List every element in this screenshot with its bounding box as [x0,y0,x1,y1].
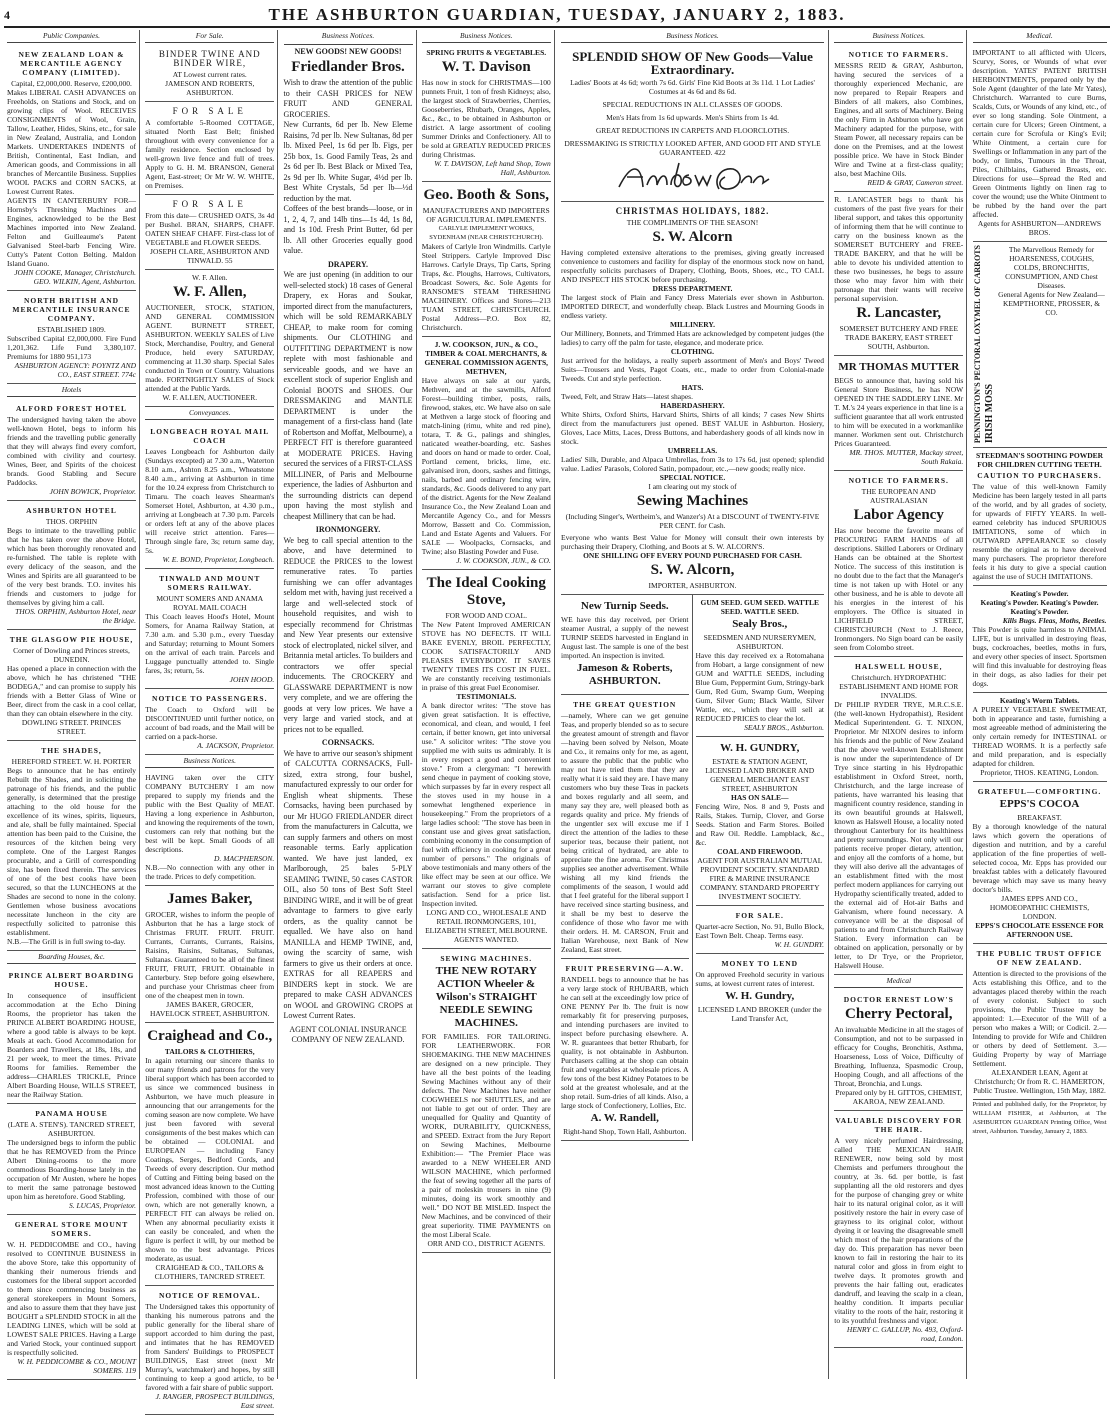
ad-subtitle: SOMERSET BUTCHERY AND FREE TRADE BAKERY, EAST STREET SOUTH, Ashburton. [839,324,959,351]
ad-section-clothing: CLOTHING. [670,347,715,356]
ad-signature: W. E. BOND, Proprietor, Longbeach. [162,555,275,564]
ad-prince-albert [7,966,136,1104]
ad-title: Craighead and Co., [147,1028,273,1044]
ad-section-cornsacks: CORNSACKS. [321,738,375,747]
ad-money-to-lend [696,954,825,1027]
ad-for-sale-oats [145,195,274,270]
ad-body: R. LANCASTER begs to thank his customers of the past five years for their liberal support, and takes this opportunity of informing them that he will continue to carry on the business known as the SOMERSET BUTCHERY and FREE-TRADE BAKERY, and that he will be able to devote his undivided attention to these two businesses, he begs to assure those who may favor him with their patronage that their wants will receive personal supervision. [834,195,964,303]
ad-title: STEEDMAN'S SOOTHING POWDER FOR CHILDREN CUTTING TEETH. [975,451,1104,470]
ad-craighead [145,1023,274,1286]
ad-hats: Tweed, Felt, and Straw Hats—latest shapes. [561,392,693,401]
ad-title: ALFORD FOREST HOTEL [16,404,127,413]
ad-signature: J. RANGER, PROSPECT BUILDINGS, East street. [155,1392,275,1410]
ad-also: EPPS'S CHOCOLATE ESSENCE FOR AFTERNOON USE. [975,921,1104,940]
masthead [4,4,1110,28]
ad-line: GREAT REDUCTIONS IN CARPETS AND FLOORCLOTHS. [595,126,790,135]
section-header: Boarding Houses, &c. [7,951,136,964]
ad-great-question [561,695,689,959]
ad-signature: General Agents for New Zealand— KEMPTHORNE, PROSSER, & CO. [998,290,1105,317]
ad-title: VALUABLE DISCOVERY FOR THE HAIR. [835,1116,963,1134]
ad-signature: Proprietor, THOS. KEATING, London. [980,768,1099,778]
ad-body: Begs to announce that he has entirely Rebuilt the Shades, and in soliciting the patronage of his friends, and the public generally, is determined that the prestige attaching to the old house for the excellence of its wines, spirits, liqueurs, and ale, shall be fully maintained. Special attention has been paid to the Cuisine, the resources of the kitchen being very complete. One of the Largest Ranges procurable, and a Grill of corresponding size, has been fixed therein. The services of one of the best cooks have been secured, so that the LUNCHEONS at the Shades are second to none in the colony. Gentlemen whose business avocations necessitate luncheon in the city are respectfully solicited to patronise this establishment. [7,766,136,937]
ad-signature: THOS. ORPHIN, Ashburton Hotel, near the Bridge. [15,607,136,625]
ad-title: FOR SALE. [735,911,784,920]
ad-binder-twine [145,45,274,102]
column-7 [831,30,967,1379]
ad-title: J. W. COOKSON, JUN., & CO., TIMBER & COAL MERCHANTS, & GENERAL COMMISSION AGENTS, METHVEN, [424,340,549,376]
ad-subtitle: FOR WOOD AND COAL. [445,611,528,620]
ad-signature: Jameson & Roberts, ASHBURTON. [576,662,673,687]
ad-body: The Marvellous Remedy for HOARSENESS, COUGHS, COLDS, BRONCHITIS, CONSUMPTION, AND Chest Diseases. [1005,245,1098,290]
ad-signature: ORR AND CO., DISTRICT AGENTS. [427,1239,546,1248]
ad-signature: JOHN BOWICK, Proprietor. [49,487,136,496]
ad-importer: IMPORTER, ASHBURTON. [648,581,737,590]
ad-body: WE have this day received, per Orient steamer Austral, a supply of the newest TURNIP SEEDS harvested in England in August last. The sample is one of the best imported. An inspection is invited. [561,615,689,660]
ad-body: Has opened a place in connection with the above, which he has christened "THE BODEGA," and can promise to supply his friends with a Better Glass of Wine or Beer, direct from the cask in a cool cellar, than they can obtain elsewhere in the city. [7,664,136,718]
ad-subtitle: LICENSED LAND BROKER (under the Land Transfer Act, [697,1005,822,1023]
section-header: Medical [834,975,963,988]
column-2 [142,30,278,1410]
ad-body: RANDELL begs to announce that he has a very large stock of RHUBARB, which he can sell at the exceedingly low price of ONE PENNY Per lb. The fruit is now remarkably fit for preserving purposes, and intending purchasers are invited to inspect before purchasing elsewhere. A. W. R. guarantees that better Rhubarb, for quality, is not obtainable in Ashburton. Purchasers calling at the shop can obtain fruit and vegetables at wholesale prices. A few tons of the best Kidney Potatoes to be sold at the greatest wholesale, and at the shop retail. Sum-dries of all kinds. Also, a large stock of Confectionery, Lollies, Etc. [561,975,689,1110]
ad-pennington [973,242,1107,448]
ad-cornsacks: We have to arrive our season's shipment of CALCUTTA CORNSACKS, Full-sized, extra strong, four bushel, manufactured expressly to our order for English wheat shipments. These Cornsacks, having been purchased by our Mr HUGO FRIEDLANDER direct from the manufacturers in Calcutta, we can supply farmers and others on most reasonable terms. Early application wanted. We have just landed, ex Marlborough, 25 bales 5-PLY SEAMING TWINE, 50 cases CASTOR OIL, also 50 tons of Best Soft Steel BINDING WIRE, and it will be of great advantage to farmers to give early orders, as the quality cannot be equalled. We have also on hand MANILLA and HEMP TWINE, and, owing the scarcity of same, wish farmers to give us their orders at once. EXTRAS for all REAPERS and BINDERS kept in stock. We are prepared to make CASH ADVANCES on WOOL and GROWING CROPS at Lowest Current Rates. [283,748,413,1020]
ad-title: FOR SALE [172,199,247,209]
column-5-6 [557,30,829,1379]
ad-caution: CAUTION TO PURCHASERS. [977,471,1102,481]
ad-title: CHRISTMAS HOLIDAYS, 1882. [615,206,770,216]
ad-millinery: Our Millinery, Bonnets, and Trimmed Hats are acknowledged by competent judges (the ladies) to carry off the palm for taste, elegance, and moderate price. [561,329,825,347]
ad-section-millinery: MILLINERY. [669,320,716,329]
ad-body: BEGS to announce that, having sold his General Store Business, he has NOW OPENED IN THE SADDLERY LINE. Mr T. M.'s 24 years experience in that line is a sufficient guarantee that all work entrusted to him will be executed in a workmanlike manner. Workmen sent out. Christchurch Prices Guaranteed. [834,376,964,448]
ad-agent: AGENT COLONIAL INSURANCE COMPANY OF NEW ZEALAND. [289,1024,407,1044]
ad-glasgow-pie-house [7,630,136,741]
sub-column-5 [561,595,693,1141]
ad-body: Subscribed Capital £2,000,000. Fire Fund 1,201,362. Life Fund 3,380,107. Premiums for 1880 951,173 [7,334,136,361]
section-header: Business Notices. [561,30,824,43]
ad-hair-discovery [834,1111,963,1348]
ad-keating-worm [973,693,1107,782]
ad-subtitle: Corner of Dowling and Princes streets, DUNEDIN. [13,646,130,664]
ad-title: NEW ZEALAND LOAN & MERCANTILE AGENCY COMPANY (LIMITED). [18,50,125,77]
ad-name: Sealy Bros., [732,618,788,630]
ad-notice-passengers [145,689,274,755]
ad-body: The New Patent Improved AMERICAN STOVE has NO DEFECTS. IT WILL BAKE EVENLY, BROIL PERFECTLY, COOK SATISFACTORILY AND PLEASES EVERYBODY. IT SAVES TWENTY TIMES ITS COST IN FUEL. We are constantly receiving testimonials in praise of this great Fuel Economiser. [421,620,551,692]
section-header: Business Notices. [284,30,413,45]
ad-agents: AGENTS IN CANTERBURY FOR— Hornsby's Threshing Machines and Engines, acknowledged to be the Best Machines imported into New Zealand. Felton and Guilleaume's Patent Galvanised Steel-barb Fencing Wire. Cutty's Patent Cotton Belting. Maldon Island Guano. [7,196,136,268]
ad-name: EPPS'S COCOA [999,798,1080,811]
ad-subtitle: THE COMPLIMENTS OF THE SEASON! [626,218,759,227]
ad-cookson [422,337,551,570]
ad-panama-house [7,1104,136,1215]
ad-coal: COAL AND FIREWOOD. [717,847,803,856]
ad-address: Right-hand Shop, Town Hall, Ashburton. [563,1127,687,1136]
ad-testimonials: A bank director writes: "The stove has given great satisfaction. It is effective, economical, and clean, and would, I feel certain, if better known, get into universal use." A solicitor writes: "The stove you supplied me with suits us admirably. It is in every respect a good and convenient stove." From a clergyman: "I herewith send cheque in payment of cooking stove, which surpasses by far in every respect all the stoves used in my house in a somewhat lengthened experience in housekeeping." From the proprietors of a large ladies school: "The stove has been in constant use and gives great satisfaction, combining economy in the consumption of fuel with efficiency in cooking for a great number of persons." The originals of above testimonials and many others of the like effect may be seen at our office. We warrant our stoves to give complete satisfaction. Send for a price list. Inspection invited. [421,701,551,908]
ad-title: THE SHADES, [41,746,102,755]
ad-signature: HENRY C. GALLUP, No. 493, Oxford-road, London. [846,1325,964,1343]
columns [4,30,1110,1410]
ad-list: Keating's Powder. Keating's Powder. Keating's Powder. [980,598,1099,617]
signature-andrew-orr [561,157,824,197]
ad-body: This Powder is quite harmless to ANIMAL LIFE, but is unrivalled in destroying fleas, bugs, cockroaches, beetles, moths in furs, and every other species of insect. Sportsmen will find this invaluable for destroying fleas in their dogs, as also ladies for their pet dogs. [972,625,1107,689]
ad-body: GROCER, wishes to inform the people of Ashburton that he has a large stock of Christmas FRUIT. FRUIT. FRUIT. Currants, Currants, Currants, Raisins, Raisins, Raisins, Sultanas, Sultanas, Sultanas. Guaranteed to be all of the finest FRUIT, FRUIT, FRUIT. Obtainable in Canterbury. Step before going elsewhere, and purchase your Christmas cheer from one of the cheapest men in town. [145,910,275,1000]
column-8 [970,30,1110,1379]
ad-subtitle: BREAKFAST. [1017,813,1062,823]
ad-ashburton-hotel [7,501,136,630]
ad-subtitle: W. F. Allen. [191,273,228,282]
ad-subtitle: Christchurch. HYDROPATHIC ESTABLISHMENT AND HOME FOR INVALIDS. [839,673,959,700]
ad-title: NORTH BRITISH AND MERCANTILE INSURANCE COMPANY. [12,296,131,323]
ad-body: FOR FAMILIES. FOR TAILORING. FOR LEATHERWORK. FOR SHOEMAKING. THE NEW MACHINES are designed on a new principle. They have all the best points of the leading Sewing Machines without any of their defects. The New Machines have neither COGWHEELS nor SHUTTLES, and are not liable to get out of order. They are unequalled for Quality and Quantity of WORK, DURABILITY, QUICKNESS, and SPEED. Extract from the Jury Report on Sewing Machines, Melbourne Exhibition:— "The Premier Place was awarded to a NEW WHEELER AND WILSON MACHINE, which performed the feat of sewing together all the parts of a pair of moleskin trousers in nine (9) minutes, doing its work smoothly and well." DO NOT BE MISLED. Inspect the New Machines, and be convinced of their great superiority. TIME PAYMENTS on the most Liberal Scale. [421,1032,551,1239]
masthead-title: THE ASHBURTON GUARDIAN, TUESDAY, JANUARY 2, 1883. [268,5,846,24]
ad-body: From this date— CRUSHED OATS, 3s 4d per Bushel. BRAN, SHARPS, CHAFF. OATEN SHEAF CHAFF. First-class lot of VEGETABLE and FLOWER SEEDS. [145,211,275,247]
ad-halswell-house [834,657,963,975]
ad-body: Has now become the favorite means of PROCURING FARM HANDS of all descriptions. Skilled Laborers or Ordinary Hands can be obtained at the Shortest Notice. The success of this institution is no doubt due to the fact that the Manager's time is not taken up with Hotel or any other business, and he is able to devote all his energies in the interest of his employers. The Office is situated in LICHFIELD STREET, CHRISTCHURCH (Next to J. Reece, Ironmongers. No Sign board can be easily seen from Colombo street. [834,526,964,652]
ad-title: FRUIT PRESERVING—A.W. [565,964,684,973]
page-number: 4 [4,8,10,22]
ad-title: NOTICE TO FARMERS. [848,50,949,59]
section-header: Business Notices. [422,30,551,43]
ad-general-store [7,1215,136,1380]
ad-title: PANAMA HOUSE [35,1109,108,1118]
ad-body: On approved Freehold security in various sums, at lowest current rates of interest. [695,970,824,988]
ad-line: Men's Hats from 1s 6d upwards. Men's Shirts from 1s 4d. [606,113,779,122]
ad-price-list: New Currants, 6d per lb. New Eleme Raisins, 7d per lb. New Sultanas, 8d per lb. Mixed Peel, 1s 6d per lb. Figs, per 25b box, 1s. Good Family Teas, 2s and 2s 6d per lb. Best Black or Mixed Tea, 2s 9d per lb. White Sugar, 4½d per lb. Best White Crystals, 5d per lb—½d reduction by the mat. [283,120,413,203]
ad-signature: D. MACPHERSON. [214,854,275,863]
ad-body: The undersigned begs to inform the public that he has REMOVED from the Prince Albert Dining-rooms to the more commodious Boarding-house lately in the occupation of Mr Austen, where he hopes to merit the same patronage bestowed upon him as heretofore. Good Stabling. [7,1138,136,1201]
ad-gundry [696,737,825,906]
signature-image [613,159,773,195]
ad-reid-gray [834,45,963,192]
ad-body: Have this day received ex a Rotomahana from Hobart, a large consignment of new GUM and WATTLE SEEDS, including Blue Gum, Peppermint Gum, Stringy-bark Gum, Red Gum, Swamp Gum, Weeping Gum, Silver Gum; Black Wattle, Silver Wattle, etc., which they will sell at REDUCED PRICES to clear the lot. [695,651,824,723]
ad-signature: A. JACKSON, Proprietor. [197,741,275,750]
ad-title: LONGBEACH ROYAL MAIL COACH [150,427,270,445]
ad-title: W. T. Davison [441,59,531,75]
section-header: Business Notices. [834,30,963,43]
ad-subtitle: THE NEW ROTARY ACTION Wheeler & Wilson's STRAIGHT NEEDLE SEWING MACHINES. [435,965,537,1029]
ad-name-2: S. W. Alcorn, [650,562,735,578]
ad-content [997,245,1107,443]
ad-lancaster [834,192,963,356]
ad-title: GUM SEED. GUM SEED. WATTLE SEED. WATTLE SEED. [700,598,819,616]
ad-steedman [973,448,1107,586]
ad-signature: S. LUCAS, Proprietor. [68,1201,136,1210]
ad-title: NOTICE OF REMOVAL. [158,1291,261,1300]
ad-subtitle: ESTATE & STATION AGENT, LICENSED LAND BROKER AND GENERAL MERCHANT EAST STREET, ASHBURTON [705,757,815,793]
ad-title: NOTICE TO FARMERS. [848,476,949,485]
ad-body: An invaluable Medicine in all the stages of Consumption, and not to be surpassed in efficacy for Coughs, Bronchitis, Asthma, Hoarseness, Loss of Voice, Difficulty of Breathing, Influenza, Spasmodic Croup, Hooping Cough, and all affections of the Throat, Bronchia, and Lungs. [834,1025,964,1088]
ad-sewing-machines [422,949,551,1253]
section-header: Conveyances. [145,407,274,420]
ad-body: The value of this well-known Family Medicine has been largely tested in all parts of the world, and by all grades of society, for upwards of FIFTY YEARS. In well-earned celebrity has induced SPURIOUS IMITATIONS, some of which in OUTWARD APPEARANCE so closely resemble the original as to have deceived many purchasers. The proprietor therefore feels it his duty to give a special caution against the use of SUCH IMITATIONS. [972,482,1107,582]
ad-title: Geo. Booth & Sons, [423,187,549,203]
ad-signature: ALEXANDER LEAN, Agent at Christchurch; Or from R. C. HAMERTON, Public Trustee. Wellington, 15th May, 1882. [973,1068,1106,1096]
ad-title: BINDER TWINE AND BINDER WIRE, [158,49,261,68]
ad-subtitle: THE EUROPEAN AND AUSTRALASIAN [861,487,936,505]
ad-section-special: SPECIAL NOTICE. [659,473,726,482]
ad-signature: JOHN HOOD. [229,675,275,684]
newspaper-page [4,4,1110,1410]
ad-body: In consequence of insufficient accommodation at the Echo Dining Rooms, the proprietor has taken the PRINCE ALBERT BOARDING HOUSE, where a good table is always to be kept. Meals at each. Good Accommodation for Boarders and Travellers, at 18s, 18s, and 21 per week, to meet the times. Private Rooms for families. Remember the address—CHARLES TRICKLE, Prince Albert Boarding House, WILLS STREET, near the Railway Station. [7,991,136,1099]
ad-signature: JOSEPH CLARE, ASHBURTON AND TINWALD. 55 [150,247,270,265]
ad-title: MONEY TO LEND [721,959,799,968]
ad-ironmongery: We beg to call special attention to the above, and have determined to REDUCE the PRICES to the lowest remunerative rates. To parties furnishing we can offer advantages seldom met with, having just received a large and well-selected stock of household requisites, and wish to especially recommend for Christmas and New Year presents our extensive stock of electroplated, nickel silver, and Britannia metal articles. To builders and contractors we offer special inducements. The CROCKERY and GLASSWARE DEPARTMENT is now very complete, and we are offering the goods at very low prices. We have a very large and varied stock, and at prices not to be equalled. [283,535,413,734]
ad-ideal-stove [422,570,551,949]
ad-thomas-mutter [834,356,963,471]
ad-body: Have always on sale at our yards, Methven, and at the sawmills, Alford Forest—building timber, posts, rails, firewood, stakes, etc. We have also on sale at Methven a large stock of flooring and match-lining (rimu, white and red pine), totara, T. & G., palings and shingles, naticated weather-boarding, etc. Sashes and doors on hand or made to order. Coal, Portland cement, bricks, lime, etc. galvanised iron, doors, sashes and fittings, nails, barbed and ordinary fencing wire, standards, &c. Goods delivered to any part of the district. Agents for the New Zealand Insurance Co., the New Zealand Loan and Mercantile Agency Co., and for Messrs Morrow, Bassett and Co. Commission, Land and Estate Agents and Valuers. For SALE — Woolpacks, Cornsacks, and Twine; also Blasting Powder and Fuse. [421,376,551,556]
ad-title: SPLENDID SHOW OF New Goods—Value Extraordinary. [572,49,813,77]
ad-signature: REID & GRAY, Cameron street. [867,178,964,187]
ad-body: Having completed extensive alterations to the premises, giving greatly increased convenience to customers and facility for display of the enormous stock now on hand, respectfully solicits purchasers of Drapery, Clothing, Boots, Shoes, etc., TO CALL AND INSPECT HIS STOCK before purchasing. [561,248,824,284]
ad-intro: Wish to draw the attention of the public to their CASH PRICES for NEW FRUIT AND GENERAL GROCERIES. [283,78,413,119]
ad-established: ESTABLISHED 1809. [37,325,106,334]
ad-title: FOR SALE [172,106,247,116]
ad-signature: W. H. PEDDICOMBE & CO., MOUNT SOMERS. 119 [17,1357,136,1375]
ad-title: Friedlander Bros. [291,59,405,75]
ad-signature: LONG AND CO., WHOLESALE AND RETAIL IRONMONGERS, 101, ELIZABETH STREET, MELBOURNE. AGENTS WANTED. [425,908,548,944]
ad-rotated-title: PENNINGTON'S PECTORAL OXYMEL OF CARROTS [972,245,982,444]
ad-on-sale: HAS ON SALE— [730,793,789,802]
ad-body: —namely, Where can we get genuine Teas, and properly blended so as to secure the greatest amount of strength and flavor—having been solved by Nelson, Moate and Co., it remains only for me, as agent, to assure the public that the public who may not have tried them that they are really what it is said they are. I have many customers who buy these Teas in packets and boxes regularly and all seem, and many say they are, well pleased both as regards quality and price. My friends of the ungentler sex will excuse me if I direct the attention of the ladies to these superior teas, because their patient, not being critical of hydrated, are able to appreciate the fine aroma. For Christmas supplies see another advertisement. While wishing all my kind friends the compliments of the season, I would add that I feel grateful for the liberal support I have received since starting business, and it shall be my best to deserve the confidence of those who favor me with their orders. H. M. CARSON, Fruit and Italian Warehouse, next Bank of New Zealand, East street. [561,711,689,954]
ad-body: A comfortable 5-Roomed COTTAGE, situated North East Belt; finished throughout with every convenience for a family residence. Section enclosed by well-grown live fence and full of trees. Apply to G. H. M. BRANSON, General Agent, East-street; Or Mr W. W. WHITE, on Premises. [145,118,275,190]
ad-james-baker [145,886,274,1023]
ad-body: The undersigned having taken the above well-known Hotel, begs to inform his friends and the travelling public generally that they will always find every comfort, combined with civility and courtesy. Wines, Beer, and Spirits of the choicest brands. Good Stabling and Secure Paddocks. [7,415,136,487]
ad-yates-ointments [973,45,1107,242]
ad-body: Quarter-acre Section, No. 91, Bullo Block, East Town Belt. Cheap. Terms easy. [695,922,824,940]
ad-signature: JAMESON AND ROBERTS, ASHBURTON. [165,79,255,97]
section-header: Public Companies. [7,30,136,43]
column-1 [4,30,140,1379]
ad-section-testimonials: TESTIMONIALS. [456,692,517,701]
ad-subtitle: MOUNT SOMERS AND ANAMA ROYAL MAIL COACH [156,594,264,612]
ad-signature: CRAIGHEAD & CO., TAILORS & CLOTHIERS, TANCRED STREET. [154,1263,265,1281]
ad-name: Labor Agency [853,507,944,523]
ad-body: The Undersigned takes this opportunity of thanking his numerous patrons and the public generally for the liberal share of support accorded to him during the past, and intimates that he has REMOVED from Sanders' Buildings to PROSPECT BUILDINGS, East street (next Mr Murray's, watchmaker) and hopes, by still continuing to keep a good article, to be favored with a fair share of public support. [145,1302,275,1392]
ad-subtitle: SEEDSMEN AND NURSERYMEN, ASHBURTON. [703,633,816,651]
ad-city-butchery [145,770,274,886]
ad-body: Has now in stock for CHRISTMAS—100 punnets Fruit, 1 ton of fresh Kidneys; also, the largest stock of Strawberries, Cherries, Gooseberries, Rhubarb, Oranges, Apples, &c., &c., to be obtained in Ashburton or district. A large assortment of cooling Summer Drinks and Confectionery. All to be sold at GREATLY REDUCED PRICES during Christmas. [421,78,551,159]
ad-body: In again returning our sincere thanks to our many friends and patrons for the very liberal support which has been accorded to us since we commenced business in Ashburton, we have much pleasure in announcing that our arrangements for the coming season are now complete. We have just been favored with several consignments of the best makes which can be obtained — COLONIAL and EUROPEAN — including Fancy Coatings, Serges, Bedford Cords, and Tweeds of every description. Our method of Cutting and Fitting being based on the most advanced ideas known to the Cutting Profession, combined with those of our own, which are not generally known, a PERFECT FIT can always be relied on. When any abnormal peculiarity exists it can easily be concealed, and when the figure is perfect it will, by our method be shown to the best advantage. Prices moderate, as usual. [145,1056,275,1263]
ad-name: Cherry Pectoral, [845,1006,953,1022]
ad-top-line: SPRING FRUITS & VEGETABLES. [426,48,547,57]
ad-title: Keating's Powder. [1010,589,1069,599]
ad-body: The Coach to Oxford will be DISCONTINUED until further notice, on account of bad roads, and the Mail will be carried on a pack-horse. [145,705,275,741]
ad-signature: SEALY BROS., Ashburton. [744,723,824,732]
ad-body: Attention is directed to the provisions of the Acts establishing this Office, and to the advantages placed thereby within the reach of every colonist. Subject to such provisions, the Public Trustee may be appointed: 1.—Executor of the Will of a person who makes a Will; or Codicil. 2.—Intending to provide for Wife and Children or others by deed of Settlement. 3.—Guiding Property by way of Marriage Settlement. [972,969,1107,1069]
ad-andrew-orr [561,45,824,202]
ad-note: N.B.—The Grill is in full swing to-day. [7,937,126,946]
ad-title: James Baker, [167,891,253,907]
ad-tinwald-railway [145,569,274,689]
ad-notice-removal [145,1286,274,1415]
ad-title: Keating's Worm Tablets. [999,696,1080,706]
ad-agent: Agents for ASHBURTON—ANDREWS BROS. [977,219,1102,237]
ad-section-haberdashery: HABERDASHERY. [660,401,725,410]
ad-section-dress: DRESS DEPARTMENT. [652,284,733,293]
ad-section-ironmongery: IRONMONGERY. [315,525,381,534]
ad-body: Leaves Longbeach for Ashburton daily (Sundays excepted) at 7.30 a.m., Waterton 8.10 a.m., Ashton 8.25 a.m., Wheatstone 8.40 a.m., arriving at Ashburton in time for the 10.24 express from Christchurch to Timaru. The coach leaves Shearman's Somerset Hotel, Ashburton, at 4.30 p.m., arriving at Longbeach at 7.30 p.m. Parcels or orders left at any of the above places will receive strict attention. Fares—Through single fare, 3s; return same day, 5s. [145,447,275,555]
ad-gundry-for-sale [696,906,825,954]
ad-title: MR THOMAS MUTTER [838,361,960,373]
ad-subtitle: MANUFACTURERS AND IMPORTERS OF AGRICULTURAL IMPLEMENTS. [422,206,550,224]
ad-subtitle: TAILORS & CLOTHIERS, [164,1047,255,1056]
ad-name: W. H. Gundry, [725,990,795,1002]
column-3 [281,30,417,1379]
ad-sewing: Sewing Machines [636,493,749,509]
ad-haberdashery: White Shirts, Oxford Shirts, Harvard Shirts, Shirts of all kinds; 7 cases New Shirts direct from the manufacturers just opened. BEST VALUE in Ashburton. Hosiery, Gloves, Lace Mitts, Laces, Dress Buttons, and haberdashery goods of all kinds now in stock. [561,410,824,446]
ad-wf-allen [145,270,274,407]
ad-title: W. F. Allen, [173,284,247,300]
ad-body: AUCTIONEER, STOCK, STATION, AND GENERAL COMMISSION AGENT. BURNETT STREET, ASHBURTON. WEEKLY SALES of Live Stock, Merchandise, Poultry, and General Produce, held every SATURDAY, commencing at 11.30 sharp. Special Sales conducted in Town or Country. Valuations made. FORTNIGHTLY SALES of Stock attended at the Public Yards. [145,303,275,393]
ad-sewing-sub: (Including Singer's, Wertheim's, and Wanzer's) At a DISCOUNT of TWENTY-FIVE PER CENT. for Cash. [565,512,820,530]
ad-body: W. H. PEDDICOMBE and CO., having resolved to CONTINUE BUSINESS in the above Store, take this opportunity of thanking their numerous friends and customers for the liberal support accorded to them since commencing business as general storekeepers in Mount Somers, and also to assure them that they have just BOUGHT a SPLENDID STOCK in all the LEADING LINES, which will be sold at LOWEST SALE PRICES. Having a Large and Varied Stock, your continued support is respectfully solicited. [7,1240,136,1357]
ad-signature: W. F. ALLEN, AUCTIONEER. [162,393,258,402]
ad-body: A very nicely perfumed Hairdressing, called THE MEXICAN HAIR RENEWER, now being sold by most Chemists and perfumers throughout the country, at 3s. 6d. per bottle, is fast supplanting all the old restorers and dyes for the purpose of changing grey or white hair to its natural original color, as it will positively restore the hair in every case of grayness to its original color, without dyeing it or leaving the disagreeable smell which most of the hair preparations of the day do. This preparation has never been known to fail in restoring the hair to its natural color and gloss in from eight to twelve days. It promotes growth and prevents the hair falling out, eradicates dandruff, and leaving the scalp in a clean, healthy condition. It imparts peculiar vitality to the roots of the hair, restoring it to its youthful freshness and vigor. [834,1136,964,1325]
ad-body: IMPORTANT to all afflicted with Ulcers, Scurvy, Sores, or Wounds of what ever description. YATES' PATENT BRITISH HERBOINTMENTS, prepared only by the Sole Agent (daughter of the late Mr Yates), Christchurch. Warranted to cure Burns, Scalds, Cuts, or Wounds of any kind, etc., of ever so long standing. Sole Ointment, a certain cure for Ulcers; Green Ointment, a certain cure for Scrofula or King's Evil; White Ointment, a certain cure for Swellings or Inflammation in any part of the body, or limbs, Tumours in the Throat, Piles, Chilblains, Gathered Breasts, etc. Directions for use—Spread the Red and Green Ointments lightly on linen rag to cover the wound; use the White Ointment to be rubbed by the hand over the part affected. [972,48,1107,219]
ad-body: A PURELY VEGETABLE SWEETMEAT, both in appearance and taste, furnishing a most agreeable method of administering the only certain remedy for INTESTINAL or THREAD WORMS. It is a perfectly safe and mild preparation, and is especially adapted for children. [972,705,1107,769]
ad-clothing: Just arrived for the holidays, a really superb assortment of Men's and Boys' Tweed Suits—Trousers and Vests, Pagot Coats, etc., made to order from Colonial-made Tweeds. Cut and style perfection. [561,356,824,383]
ad-signature: ASHBURTON AGENCY: POYNTZ AND CO., EAST STREET. 774c [14,361,136,379]
ad-body: Makes LIBERAL CASH ADVANCES on Freeholds, on Stations and Stock, and on growing clips of Wool. RECEIVES CONSIGNMENTS of Wool, Grain, Tallow, Leather, Hides, Skins, etc., for sale in New Zealand, Australia, and London Markets. UNDERTAKES INDENTS of British, Continental, East Indian, and American goods, and Commissions in all branches of Mercantile Business. Supplies WOOL PACKS and CORN SACKS, at Lowest Current Rates. [7,88,136,196]
ad-subtitle: (LATE A. STEN'S). TANCRED STREET, ASHBURTON. [7,1120,136,1138]
ad-title: ASHBURTON HOTEL [26,506,117,515]
ad-subtitle: HEREFORD STREET. W. H. PORTER [11,757,132,766]
ad-note: N.B.—No connection with any other in the trade. Prices to defy competition. [145,863,275,881]
sub-column-6 [693,595,825,1141]
ad-epps-cocoa [973,782,1107,944]
sub-columns [561,595,824,1141]
ad-body: Dr PHILIP RYDER TRYE, M.R.C.S.E. (the well-known Hydropathist), Resident Medical Superintendent. G. T. NIXON, Proprietor. Mr NIXON desires to inform his friends and the public of New Zealand that the above well-known Establishment is now under the superintendence of Dr Trye since starting in his Hydropathic establishment in Oxford Street, north, Christchurch, and the large increase of patients, have warranted his leasing that magnificent country residence, standing in its own beautiful grounds at Halswell, known as Halswell House, a locality noted throughout Canterbury for its healthiness and pretty surroundings. Not only will our patients receive proper dietary, attention, and enjoy all the comforts of a home, but they will also derive all the advantages of an establishment fitted with the most perfect modern appliances for carrying out Hydropathy scientifically treated, added to the external aid of Hot-air Baths and Galvanism, where found necessary. A conveyance will be at the disposal of patients to and from Christchurch Railway Station. Every information can be obtained on application, personally or by letter, to Dr Trye, or the Proprietor, Halswell House. [834,700,964,970]
ad-for-sale-cottage [145,102,274,195]
ad-dress: The largest stock of Plain and Fancy Dress Materials ever shown in Ashburton. IMPORTED DIRECT, and wonderfully cheap. Black Lustres and Mourning Goods in endless variety. [561,293,824,320]
ad-kills: Kills Bugs. Fleas, Moths, Beetles. [1002,616,1107,626]
ad-signature: J. W. COOKSON, JUN., & CO. [456,556,551,565]
column-4 [419,30,555,1379]
ad-agent: AGENT FOR AUSTRALIAN MUTUAL PROVIDENT SOCIETY. STANDARD FIRE & MARINE INSURANCE COMPANY. STANDARD PROPERTY INVESTMENT SOCIETY. [697,856,823,901]
ad-longbeach-coach [145,422,274,569]
ad-public-trust [973,944,1107,1100]
section-header: For Sale. [145,30,274,43]
ad-signature: JAMES BAKER, GROCER, HAVELOCK STREET, ASHBURTON. [149,1000,270,1018]
ad-signature: MR. THOS. MUTTER, Mackay street, South Rakaia. [849,448,964,466]
ad-section-drapery: DRAPERY. [327,259,369,269]
ad-drapery: We are just opening (in addition to our well-selected stock) 18 cases of General Drapery, ex Horas and Soukar, imported direct from the manufacturers, which will be sold REMARKABLY CHEAP, to make room for coming shipments. Our CLOTHING and OUTFITTING DEPARTMENT is now replete with most fashionable and serviceable goods, and we have an excellent stock of superior English and Colonial BOOTS and SHOES. Our DRESSMAKING and MANTLE DEPARTMENT is under the management of a first-class hand (late of Robertson and Moffat, Melbourne), a PERFECT FIT is therefore guaranteed at MODERATE PRICES. Having secured the services of a FIRST-CLASS MILLINER, of Paris and Melbourne experience, the ladies of Ashburton and the surrounding districts can depend upon having the most stylish and cheapest Millinery that can be had. [283,270,413,521]
ad-shilling: ONE SHILLING OFF EVERY POUND PURCHASED FOR CASH. [583,551,802,560]
ad-line: DRESSMAKING IS STRICTLY LOOKED AFTER, AND GOOD FIT AND STYLE GUARANTEED. 422 [564,139,821,157]
ad-signature: Prepared only by H. GITTOS, CHEMIST, AKAROA, NEW ZEALAND. [835,1088,963,1106]
ad-title: TINWALD AND MOUNT SOMERS RAILWAY. [159,574,261,592]
ad-works: CARLYLE IMPLEMENT WORKS, SYDENHAM (NEAR CHRISTCHURCH). [429,225,544,241]
ad-alford-forest [7,399,136,501]
ad-top-line: NEW GOODS! NEW GOODS! [294,46,402,56]
ad-title: GRATEFUL—COMFORTING. [977,787,1102,797]
ad-line: SPECIAL REDUCTIONS IN ALL CLASSES OF GOODS. [602,100,783,109]
ad-body: HAVING taken over the CITY COMPANY BUTCHERY I am now prepared to supply my friends and the public with the Best Quality of MEAT. Having a long experience in Ashburton, and knowing the requirements of the town, customers can rely that nothing but the best will be kept. Small Goods of all descriptions. [145,773,275,854]
ad-body: AT Lowest current rates. [172,70,247,79]
ad-rotated-title-2: IRISH MOSS [983,383,995,444]
ad-davison [422,45,551,182]
ad-title: THE PUBLIC TRUST OFFICE OF NEW ZEALAND. [976,949,1103,968]
ad-signature: JOHN COOKE, Manager, Christchurch. GEO. WILKIN, Agent, Ashburton. [14,268,136,286]
ad-signature: JAMES EPPS AND CO., HOMOEOPATHIC CHEMISTS, LONDON. [989,894,1090,922]
ad-body: Makers of Carlyle Iron Windmills. Carlyle Steel Strippers. Carlyle Improved Disc Harrows. Carlyle Drays, Tip Carts, Spring Traps, &c. Ploughs, Harrows, Cultivators, Broadcast Sowers, &c. Sole Agents for RANSOME'S STEAM THRESHING MACHINERY. Offices and Stores—213 TUAM STREET, CHRISTCHURCH. Postal Address—P.O. Box 82, Christchurch. [421,242,551,332]
ad-line: Ladies' Boots at 4s 6d; worth 7s 6d. Girls' Fine Kid Boots at 3s 11d. 1 Lot Ladies' Costumes at 4s 6d and 8s 6d. [570,78,815,96]
ad-name: R. Lancaster, [856,305,942,321]
ad-gum-seed [696,595,825,737]
ad-section-umbrellas: UMBRELLAS. [667,446,718,455]
ad-title: PRINCE ALBERT BOARDING HOUSE. [8,971,135,989]
ad-fruit-preserving [561,959,689,1141]
ad-signature: A. W. Randell, [590,1112,659,1124]
section-header: Business Notices. [145,755,274,768]
ad-body: Begs to intimate to the travelling public that he has taken over the above Hotel, which has been thoroughly renovated and re-furnished. The table is replete with every delicacy of the season, and the Wines and Spirits are all guaranteed to be of the very best brands. T.O. invites his friends and customers to judge for themselves by giving him a call. [7,526,136,607]
ad-title: THE GLASGOW PIE HOUSE, [9,635,134,644]
ad-signature: W. T. DAVISON, Left hand Shop, Town Hall, Ashburton. [434,159,551,177]
section-header: Medical. [973,30,1107,43]
section-header: Hotels [7,384,136,397]
ad-geo-booth [422,182,551,337]
ad-title: THE GREAT QUESTION [573,700,677,709]
ad-title: SEWING MACHINES. [440,954,533,963]
ad-subtitle: THOS. ORPHIN [45,517,98,526]
ad-title: NOTICE TO PASSENGERS. [152,694,268,703]
ad-signature: DOWLING STREET. PRINCES STREET. [21,718,122,736]
ad-section-hats: HATS. [681,383,704,392]
ad-title: W. H. GUNDRY, [720,742,800,754]
ad-special: I am clearing out my stock of [648,482,737,491]
ad-title: GENERAL STORE MOUNT SOMERS. [14,1220,129,1238]
ad-capital: Capital, £2,000,000. Reserve, £200,000. [11,79,132,88]
ad-keating-powder [973,586,1107,693]
ad-the-shades [7,741,136,951]
imprint: Printed and published daily, for the Proprietor, by WILLIAM FISHER, at Ashburton, at The ASHBURTON GUARDIAN Printing Office, West street, Ashburton. Tuesday, January 2, 1883. [972,1101,1107,1136]
ad-labor-agency [834,471,963,657]
ad-body: Fencing Wire, Nos. 8 and 9, Posts and Rails, Stakes. Turnip, Clover, and Gorse Seeds. Station and Farm Stores. Boiled and Raw Oil. Reddle. Lampblack, &c., &c. [695,802,824,847]
ad-title: New Turnip Seeds. [580,600,669,612]
ad-body: This Coach leaves Hood's Hotel, Mount Somers, for Anama Railway Station, at 7.30 a.m. and 5.30 p.m., every Tuesday and Saturday; returning to Mount Somers on the arrival of each train. Parcels and Luggage punctually attended to. Single fares, 3s; return, 5s. [145,612,275,675]
ad-cherry-pectoral [834,990,963,1111]
ad-body: MESSRS REID & GRAY, Ashburton, having secured the services of a thoroughly experienced Mechanic, are now prepared to Repair Reapers and Binders of all makers, also Combines, Engines, and all sorts of Machinery. Being the only Firm in Ashburton who have got Machinery adapted for the purpose, with Steam Power, all necessary repairs can be done on the Premises, and at the lowest possible price. We have in Stock Binder Wire and Twine at a first-class quality; also, best Machine Oils. [834,61,964,178]
ad-title: The Ideal Cooking Stove, [426,575,546,608]
ad-name: S. W. Alcorn [652,229,733,245]
ad-every: Everyone who wants Best Value for Money will consult their own interests by purchasing their Drapery, Clothing, and Boots at S. W. ALCORN'S. [561,533,824,551]
ad-title: HALSWELL HOUSE, [854,662,943,671]
ad-umbrellas: Ladies' Silk, Durable, and Alpaca Umbrellas, from 3s to 17s 6d, just opened; splendid value. Ladies' Parasols, Colored Satin, pompadour, etc.,—new goods; really nice. [561,455,824,473]
ad-north-british [7,291,136,384]
ad-coffee: Coffees of the best brands—loose, or in 1, 2, 4, 7, and 14lb tins—1s 4d, 1s 8d, and 1s 10d. Fresh Print Butter, 6d per lb. All other Groceries equally good value. [283,204,413,255]
ad-title: DOCTOR ERNEST LOW'S [843,995,954,1004]
ad-nz-loan [7,45,136,291]
ad-alcorn [561,202,824,595]
ad-signature: W. H. GUNDRY. [774,940,824,949]
ad-body: By a thorough knowledge of the natural laws which govern the operations of digestion and nutrition, and by a careful application of the fine properties of well-selected cocoa, Mr. Epps has provided our breakfast tables with a delicately flavoured beverage which may save us many heavy doctor's bills. [972,822,1107,895]
ad-turnip-seeds [561,595,689,695]
